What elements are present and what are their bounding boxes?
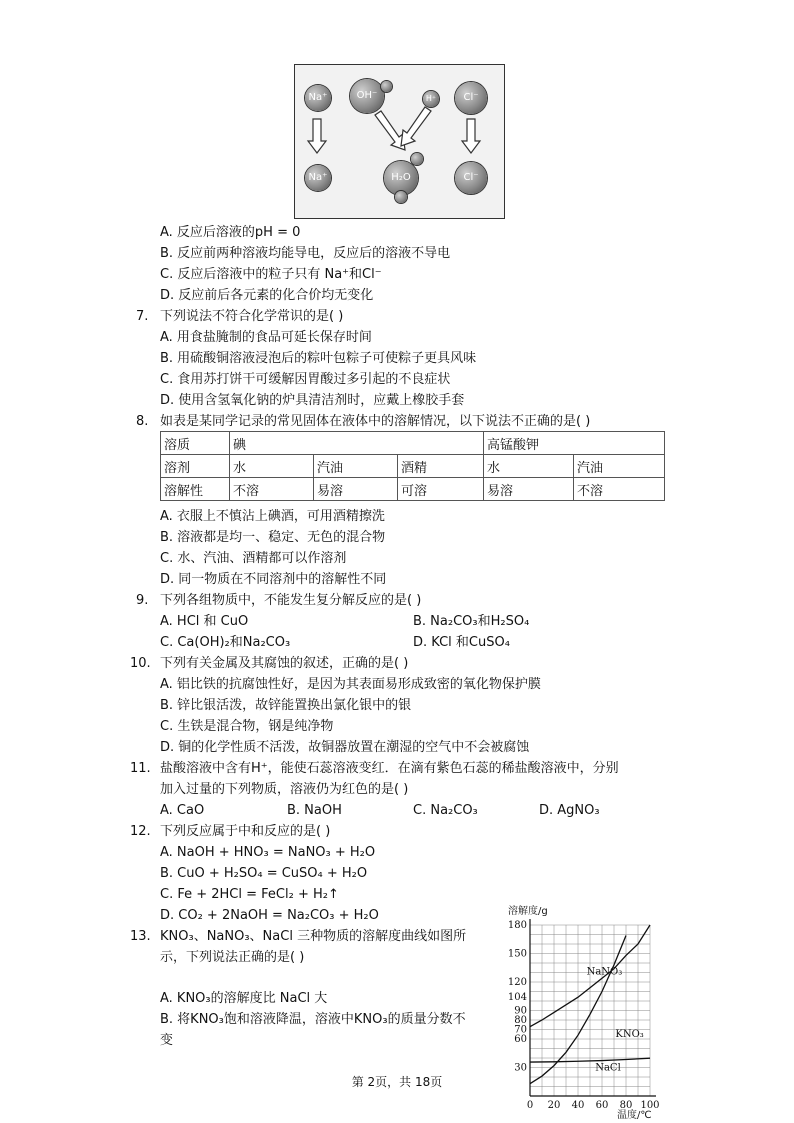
- q11-option-c: C. Na₂CO₃: [413, 803, 478, 818]
- q6-option-a: A. 反应后溶液的pH = 0: [160, 225, 301, 240]
- q9-option-b: B. Na₂CO₃和H₂SO₄: [413, 614, 530, 629]
- water-h-atom-2: [395, 191, 407, 203]
- q7-option-b: B. 用硫酸铜溶液浸泡后的粽叶包粽子可使粽子更具风味: [160, 351, 477, 366]
- q12-stem: 下列反应属于中和反应的是( ): [160, 824, 331, 839]
- table-cell: 碘: [230, 432, 484, 455]
- x-tick-label: 100: [640, 1100, 660, 1111]
- table-cell: 水: [230, 455, 314, 478]
- table-cell: 汽油: [314, 455, 398, 478]
- q6-option-c: C. 反应后溶液中的粒子只有 Na⁺和Cl⁻: [160, 267, 382, 282]
- q12-option-c: C. Fe + 2HCl = FeCl₂ + H₂↑: [160, 887, 339, 902]
- q11-number: 11.: [130, 761, 151, 776]
- table-row: [161, 478, 665, 501]
- water-molecule: H₂O: [384, 161, 418, 195]
- table-cell: 易溶: [484, 478, 574, 501]
- q8-option-a: A. 衣服上不慎沾上碘酒，可用酒精擦洗: [160, 509, 385, 524]
- x-tick-label: 20: [547, 1100, 561, 1111]
- table-cell: 水: [484, 455, 574, 478]
- q13-stem-line1: KNO₃、NaNO₃、NaCl 三种物质的溶解度曲线如图所: [160, 929, 467, 944]
- q7-option-c: C. 食用苏打饼干可缓解因胃酸过多引起的不良症状: [160, 372, 451, 387]
- page-footer: 第 2页，共 18页: [351, 1075, 443, 1089]
- table-row: [161, 432, 665, 455]
- y-tick-label: 80: [514, 1015, 527, 1026]
- q13-stem-line2: 示，下列说法正确的是( ): [160, 950, 305, 965]
- x-tick-label: 0: [526, 1100, 534, 1111]
- q8-stem: 如表是某同学记录的常见固体在液体中的溶解情况，以下说法不正确的是( ): [160, 414, 591, 429]
- table-cell: 高锰酸钾: [484, 432, 665, 455]
- q8-option-b: B. 溶液都是均一、稳定、无色的混合物: [160, 530, 386, 545]
- x-tick-label: 40: [571, 1100, 585, 1111]
- q10-option-d: D. 铜的化学性质不活泼，故铜器放置在潮湿的空气中不会被腐蚀: [160, 740, 530, 755]
- ion-reaction-diagram: [294, 64, 505, 219]
- series-label: NaCl: [595, 1062, 621, 1074]
- table-cell: 溶质: [161, 432, 230, 455]
- y-tick-label: 30: [514, 1062, 527, 1074]
- chloride-ion-bottom: Cl⁻: [455, 162, 487, 194]
- table-cell: 不溶: [574, 478, 665, 501]
- sodium-ion-bottom: Na⁺: [305, 165, 331, 191]
- q8-number: 8.: [136, 414, 149, 429]
- y-tick-label: 120: [507, 977, 527, 988]
- q13-option-b-line1: B. 将KNO₃饱和溶液降温，溶液中KNO₃的质量分数不: [160, 1012, 466, 1027]
- solubility-table: [160, 431, 665, 501]
- q11-option-a: A. CaO: [160, 803, 205, 818]
- q6-option-d: D. 反应前后各元素的化合价均无变化: [160, 288, 374, 303]
- water-h-atom-1: [411, 153, 423, 165]
- y-tick-label: 70: [514, 1024, 527, 1036]
- q8-option-c: C. 水、汽油、酒精都可以作溶剂: [160, 551, 347, 566]
- q7-option-d: D. 使用含氢氧化钠的炉具清洁剂时，应戴上橡胶手套: [160, 393, 465, 408]
- y-tick-label: 90: [514, 1005, 527, 1017]
- q10-option-b: B. 锌比银活泼，故锌能置换出氯化银中的银: [160, 698, 412, 713]
- series-label: KNO₃: [615, 1029, 644, 1041]
- series-label: NaNO₃: [586, 966, 623, 978]
- x-tick-label: 60: [595, 1100, 609, 1111]
- q7-number: 7.: [136, 309, 149, 324]
- q12-option-a: A. NaOH + HNO₃ = NaNO₃ + H₂O: [160, 845, 376, 860]
- q9-stem: 下列各组物质中，不能发生复分解反应的是( ): [160, 593, 422, 608]
- y-axis-label: 溶解度/g: [508, 906, 548, 917]
- q8-option-d: D. 同一物质在不同溶剂中的溶解性不同: [160, 572, 387, 587]
- q10-option-c: C. 生铁是混合物，钢是纯净物: [160, 719, 334, 734]
- q10-option-a: A. 铝比铁的抗腐蚀性好，是因为其表面易形成致密的氧化物保护膜: [160, 677, 541, 692]
- q9-option-c: C. Ca(OH)₂和Na₂CO₃: [160, 635, 291, 650]
- q12-option-b: B. CuO + H₂SO₄ = CuSO₄ + H₂O: [160, 866, 368, 881]
- q9-option-d: D. KCl 和CuSO₄: [413, 635, 510, 650]
- q11-option-b: B. NaOH: [287, 803, 342, 818]
- q11-stem-line1: 盐酸溶液中含有H⁺，能使石蕊溶液变红．在滴有紫色石蕊的稀盐酸溶液中，分别: [160, 761, 619, 776]
- x-axis-label: 温度/℃: [617, 1110, 652, 1121]
- y-tick-label: 180: [507, 920, 527, 931]
- q9-number: 9.: [136, 593, 149, 608]
- q13-option-b-line2: 变: [160, 1033, 174, 1048]
- q11-option-d: D. AgNO₃: [539, 803, 600, 818]
- table-cell: 酒精: [398, 455, 484, 478]
- chloride-ion-top: Cl⁻: [455, 82, 487, 114]
- q9-option-a: A. HCl 和 CuO: [160, 614, 249, 629]
- q10-stem: 下列有关金属及其腐蚀的叙述，正确的是( ): [160, 656, 409, 671]
- table-row: [161, 455, 665, 478]
- sodium-ion-top: Na⁺: [305, 85, 331, 111]
- q7-option-a: A. 用食盐腌制的食品可延长保存时间: [160, 330, 372, 345]
- q11-stem-line2: 加入过量的下列物质，溶液仍为红色的是( ): [160, 782, 409, 797]
- table-cell: 溶解性: [161, 478, 230, 501]
- table-cell: 可溶: [398, 478, 484, 501]
- table-cell: 汽油: [574, 455, 665, 478]
- q13-number: 13.: [130, 929, 151, 944]
- hydroxide-ion-top: OH⁻: [350, 79, 384, 113]
- q7-stem: 下列说法不符合化学常识的是( ): [160, 309, 344, 324]
- y-tick-label: 60: [514, 1034, 527, 1045]
- table-cell: 不溶: [230, 478, 314, 501]
- q12-number: 12.: [130, 824, 151, 839]
- table-cell: 溶剂: [161, 455, 230, 478]
- q12-option-d: D. CO₂ + 2NaOH = Na₂CO₃ + H₂O: [160, 908, 379, 923]
- x-tick-label: 80: [619, 1100, 633, 1111]
- q13-option-a: A. KNO₃的溶解度比 NaCl 大: [160, 991, 328, 1006]
- hydrogen-ion-top: H⁺: [423, 91, 439, 107]
- q6-option-b: B. 反应前两种溶液均能导电，反应后的溶液不导电: [160, 246, 451, 261]
- y-tick-label: 104: [507, 992, 527, 1004]
- y-tick-label: 150: [507, 948, 527, 960]
- table-cell: 易溶: [314, 478, 398, 501]
- q10-number: 10.: [130, 656, 151, 671]
